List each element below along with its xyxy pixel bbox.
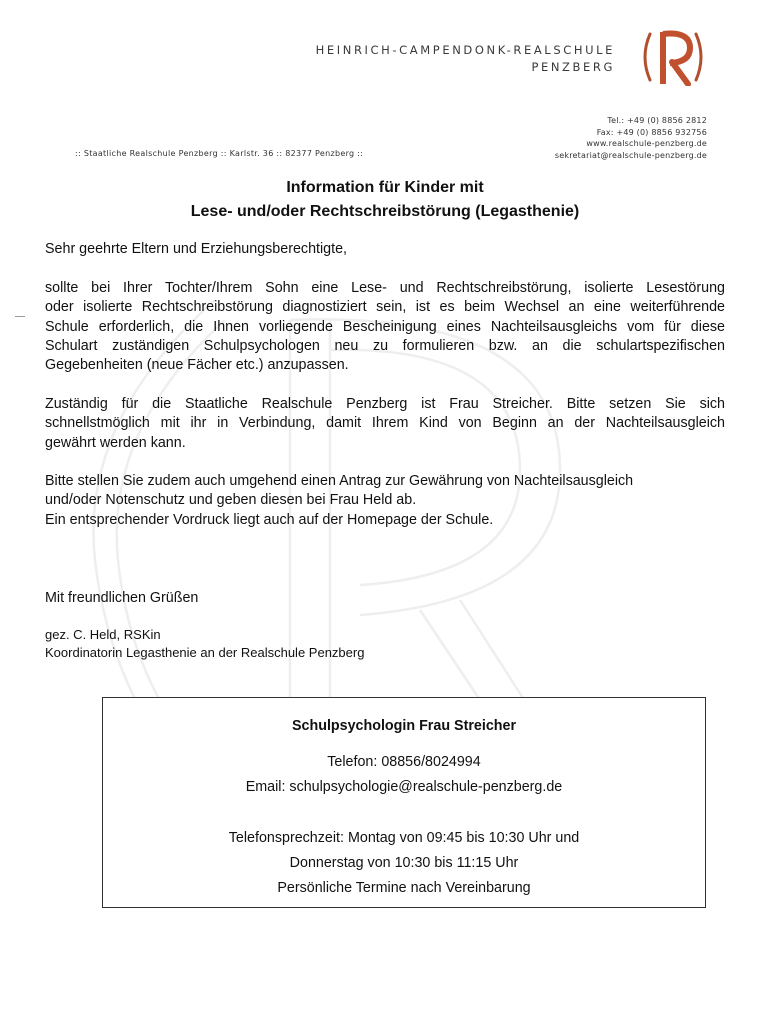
contact-box-hours-line1: Telefonsprechzeit: Montag von 09:45 bis 10:30 Uhr und: [228, 830, 580, 846]
document-title: [45, 176, 725, 224]
school-address: :: Staatliche Realschule Penzberg :: Karlstr. 36 :: 82377 Penzberg ::: [75, 149, 364, 158]
school-name-line2: PENZBERG: [531, 60, 615, 74]
signature-name: gez. C. Held, RSKin: [45, 627, 161, 642]
salutation: Sehr geehrte Eltern und Erziehungsberechtigte,: [45, 241, 348, 257]
contact-fax: Fax: +49 (0) 8856 932756: [596, 127, 707, 137]
paragraph-1-line: Schule erforderlich, die Ihnen vorliegende Bescheinigung eines Nachteilsausgleichs vom für diese: [45, 318, 725, 335]
paragraph-1-line: sollte bei Ihrer Tochter/Ihrem Sohn eine Lese- und Rechtschreibstörung, isolierte Lesestörung: [45, 280, 725, 296]
contact-web[interactable]: www.realschule-penzberg.de: [586, 139, 707, 148]
school-logo-r-icon: [638, 28, 708, 86]
paragraph-3-line: und/oder Notenschutz und geben diesen bei Frau Held ab.: [45, 492, 417, 509]
contact-tel: Tel.: +49 (0) 8856 2812: [607, 116, 707, 125]
paragraph-3-line: Bitte stellen Sie zudem auch umgehend einen Antrag zur Gewährung von Nachteilsausgleich: [45, 473, 634, 489]
contact-box-title: Schulpsychologin Frau Streicher: [291, 718, 517, 734]
paragraph-1-line: oder isolierte Rechtschreibstörung diagnostiziert sein, ist es beim Wechsel an eine weiterführende: [45, 299, 725, 316]
school-name: [316, 42, 615, 76]
contact-email[interactable]: sekretariat@realschule-penzberg.de: [554, 150, 707, 160]
paragraph-2-line: gewährt werden kann.: [45, 434, 186, 451]
paragraph-1-line: Gegebenheiten (neue Fächer etc.) anzupassen.: [45, 357, 349, 374]
closing: Mit freundlichen Grüßen: [45, 590, 199, 606]
title-line1: Information für Kinder mit: [286, 179, 484, 196]
paragraph-1: [45, 279, 725, 375]
paragraph-2-line: schnellstmöglich mit ihr in Verbindung, damit Ihrem Kind von Beginn an der Nachteilsausgleich: [45, 415, 725, 432]
contact-box-email[interactable]: Email: schulpsychologie@realschule-penzberg.de: [245, 779, 563, 795]
school-name-line1: HEINRICH-CAMPENDONK-REALSCHULE: [315, 43, 615, 57]
signature-role: Koordinatorin Legasthenie an der Realschule Penzberg: [45, 645, 365, 660]
paragraph-3-line: Ein entsprechender Vordruck liegt auch auf der Homepage der Schule.: [45, 511, 494, 528]
paragraph-3: [45, 472, 725, 530]
contact-box-hours-line2: Donnerstag von 10:30 bis 11:15 Uhr: [289, 855, 519, 871]
paragraph-1-line: Schulart zuständigen Schulpsychologen neu zu formulieren bzw. an die schulartspezifischen: [45, 337, 725, 354]
margin-mark: [15, 316, 25, 317]
contact-box-appointments: Persönliche Termine nach Vereinbarung: [277, 880, 531, 896]
contact-box-phone: Telefon: 08856/8024994: [327, 754, 481, 770]
school-contact: [555, 115, 707, 161]
title-line2: Lese- und/oder Rechtschreibstörung (Legasthenie): [190, 203, 580, 220]
contact-box: [102, 697, 706, 908]
paragraph-2-line: Zuständig für die Staatliche Realschule Penzberg ist Frau Streicher. Bitte setzen Sie sich: [45, 396, 725, 412]
paragraph-2: [45, 395, 725, 453]
